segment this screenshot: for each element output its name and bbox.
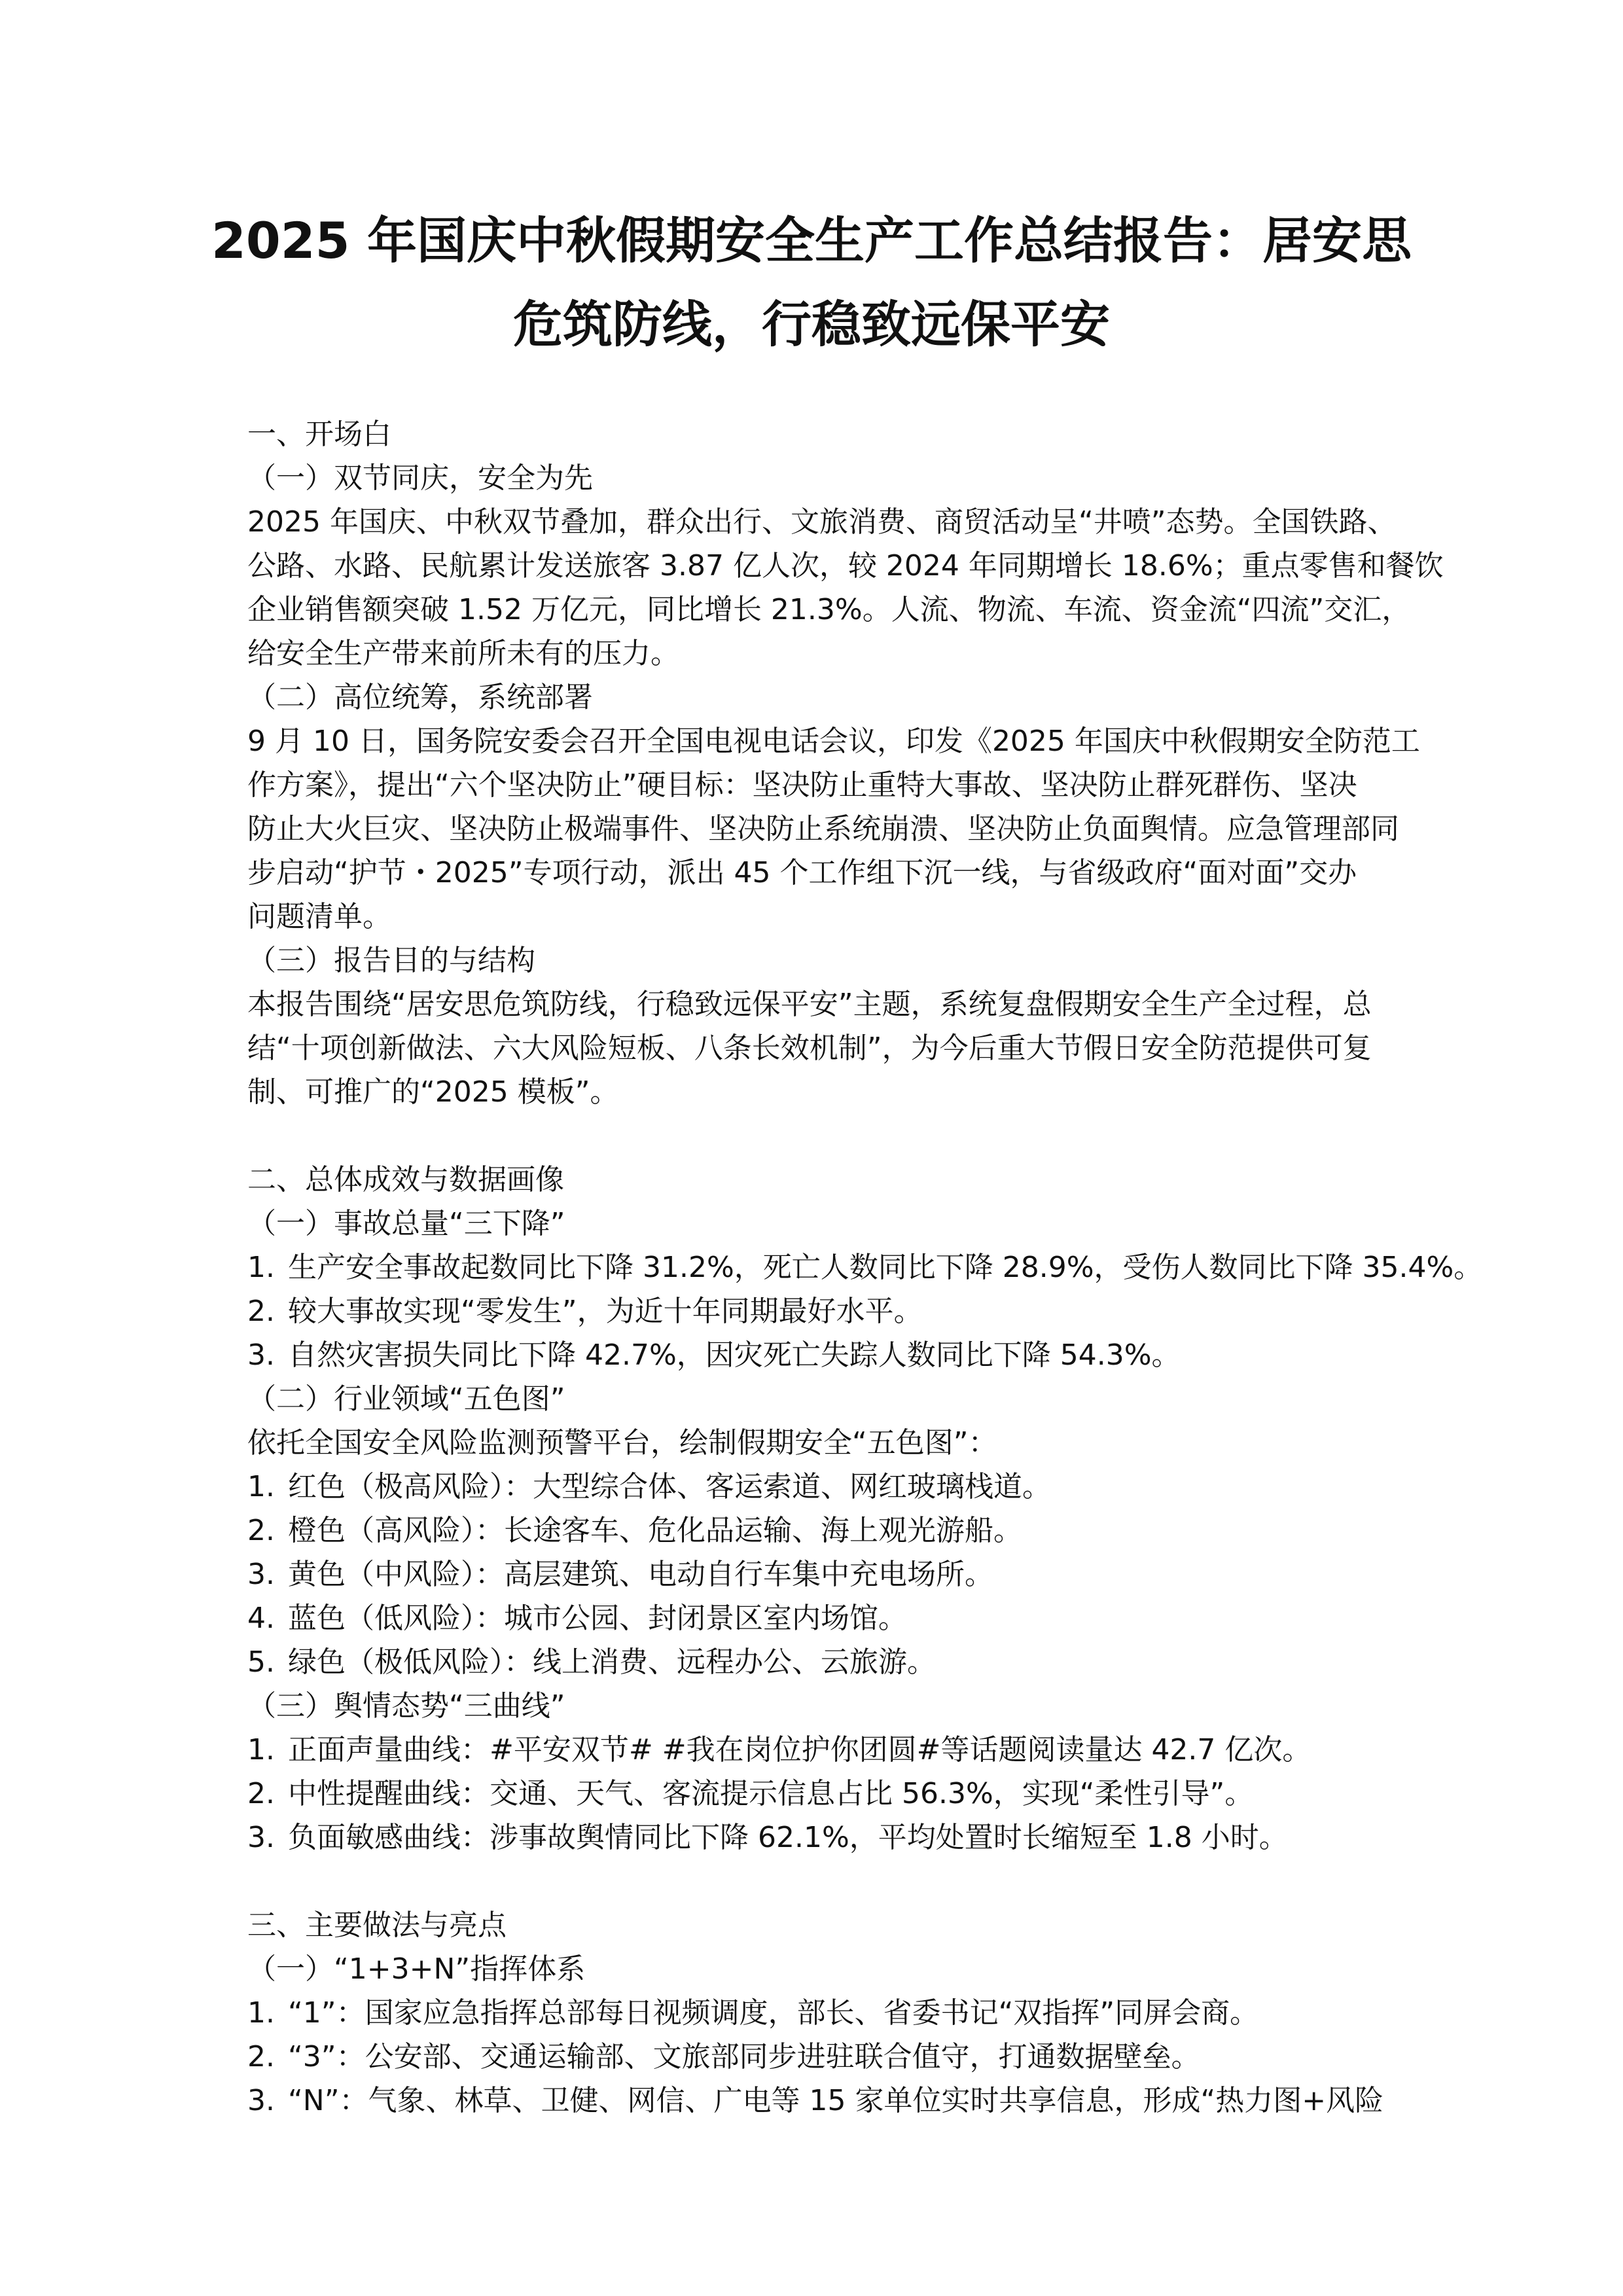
paragraph-line: 防止大火巨灾、坚决防止极端事件、坚决防止系统崩溃、坚决防止负面舆情。应急管理部同 [247, 812, 1399, 846]
list-item [247, 1333, 1399, 1377]
list-item [247, 1465, 1399, 1509]
list-text: 橙色（高风险）：长途客车、危化品运输、海上观光游船。 [288, 1514, 1022, 1547]
list-number: 1. [247, 1733, 275, 1767]
list-text: 红色（极高风险）：大型综合体、客运索道、网红玻璃栈道。 [288, 1470, 1051, 1503]
paragraph-line: 制、可推广的“2025 模板”。 [247, 1075, 619, 1109]
list-text: 绿色（极低风险）：线上消费、远程办公、云旅游。 [288, 1645, 936, 1679]
subsection-heading: （三）报告目的与结构 [247, 944, 535, 977]
list-number: 2. [247, 1514, 275, 1547]
list-item [247, 1509, 1399, 1552]
list-item [247, 1772, 1399, 1816]
list-text: “3”：公安部、交通运输部、文旅部同步进驻联合值守，打通数据壁垒。 [288, 2040, 1200, 2073]
list-item [247, 1596, 1399, 1640]
paragraph-line: 公路、水路、民航累计发送旅客 3.87 亿人次，较 2024 年同期增长 18.6%；重点零售和餐饮 [247, 549, 1444, 583]
list-text: 自然灾害损失同比下降 42.7%，因灾死亡失踪人数同比下降 54.3%。 [288, 1338, 1181, 1372]
paragraph-line: 给安全生产带来前所未有的压力。 [247, 637, 679, 670]
list-number: 1. [247, 1251, 275, 1284]
subsection-heading: （一）“1+3+N”指挥体系 [247, 1952, 586, 1986]
section-heading: 一、开场白 [247, 418, 391, 451]
list-item [247, 2035, 1399, 2079]
list-text: “N”：气象、林草、卫健、网信、广电等 15 家单位实时共享信息，形成“热力图+风险 [288, 2084, 1384, 2117]
paragraph-line: 步启动“护节・2025”专项行动，派出 45 个工作组下沉一线，与省级政府“面对面”交办 [247, 856, 1357, 889]
subsection-heading: （一）双节同庆，安全为先 [247, 461, 593, 495]
list-text: 黄色（中风险）：高层建筑、电动自行车集中充电场所。 [288, 1558, 993, 1591]
list-item [247, 1246, 1483, 1289]
list-number: 1. [247, 1996, 275, 2030]
list-number: 3. [247, 1558, 275, 1591]
document-title-line-2: 危筑防线，行稳致远保平安 [513, 295, 1110, 353]
document-body [247, 412, 1483, 2123]
paragraph-line: 依托全国安全风险监测预警平台，绘制假期安全“五色图”： [247, 1426, 997, 1460]
list-number: 4. [247, 1602, 275, 1635]
paragraph-line: 作方案》，提出“六个坚决防止”硬目标：坚决防止重特大事故、坚决防止群死群伤、坚决 [247, 768, 1357, 802]
paragraph-line: 2025 年国庆、中秋双节叠加，群众出行、文旅消费、商贸活动呈“井喷”态势。全国铁路、 [247, 505, 1397, 539]
list-text: 较大事故实现“零发生”，为近十年同期最好水平。 [288, 1295, 923, 1328]
subsection-heading: （二）行业领域“五色图” [247, 1382, 565, 1416]
subsection-heading: （一）事故总量“三下降” [247, 1207, 565, 1240]
list-number: 3. [247, 1338, 275, 1372]
list-text: “1”：国家应急指挥总部每日视频调度，部长、省委书记“双指挥”同屏会商。 [288, 1996, 1259, 2030]
section-heading: 二、总体成效与数据画像 [247, 1163, 564, 1196]
list-item [247, 1640, 1399, 1684]
list-number: 5. [247, 1645, 275, 1679]
list-text: 生产安全事故起数同比下降 31.2%，死亡人数同比下降 28.9%，受伤人数同比下降 35.4%。 [288, 1251, 1483, 1284]
paragraph-line: 问题清单。 [247, 900, 391, 933]
section-spacer [247, 1114, 1399, 1158]
paragraph-line: 结“十项创新做法、六大风险短板、八条长效机制”，为今后重大节假日安全防范提供可复 [247, 1031, 1372, 1065]
list-text: 正面声量曲线：#平安双节# #我在岗位护你团圆#等话题阅读量达 42.7 亿次。 [288, 1733, 1311, 1767]
list-text: 中性提醒曲线：交通、天气、客流提示信息占比 56.3%，实现“柔性引导”。 [288, 1777, 1254, 1810]
list-number: 1. [247, 1470, 275, 1503]
list-number: 2. [247, 2040, 275, 2073]
list-item [247, 1728, 1399, 1772]
list-item [247, 1816, 1399, 1859]
paragraph-line: 本报告围绕“居安思危筑防线，行稳致远保平安”主题，系统复盘假期安全生产全过程，总 [247, 988, 1372, 1021]
list-text: 负面敏感曲线：涉事故舆情同比下降 62.1%，平均处置时长缩短至 1.8 小时。 [288, 1821, 1288, 1854]
list-item [247, 2079, 1399, 2123]
list-item [247, 1991, 1399, 2035]
subsection-heading: （二）高位统筹，系统部署 [247, 681, 593, 714]
section-spacer [247, 1859, 1399, 1903]
list-number: 2. [247, 1777, 275, 1810]
paragraph-line: 企业销售额突破 1.52 万亿元，同比增长 21.3%。人流、物流、车流、资金流“四流”交汇， [247, 593, 1411, 626]
list-item [247, 1552, 1399, 1596]
paragraph-line: 9 月 10 日，国务院安委会召开全国电视电话会议，印发《2025 年国庆中秋假期安全防范工 [247, 725, 1420, 758]
list-item [247, 1289, 1399, 1333]
subsection-heading: （三）舆情态势“三曲线” [247, 1689, 565, 1723]
list-number: 3. [247, 1821, 275, 1854]
section-heading: 三、主要做法与亮点 [247, 1909, 507, 1942]
document-title-line-1: 2025 年国庆中秋假期安全生产工作总结报告：居安思 [211, 211, 1412, 270]
list-number: 3. [247, 2084, 275, 2117]
list-number: 2. [247, 1295, 275, 1328]
list-text: 蓝色（低风险）：城市公园、封闭景区室内场馆。 [288, 1602, 907, 1635]
